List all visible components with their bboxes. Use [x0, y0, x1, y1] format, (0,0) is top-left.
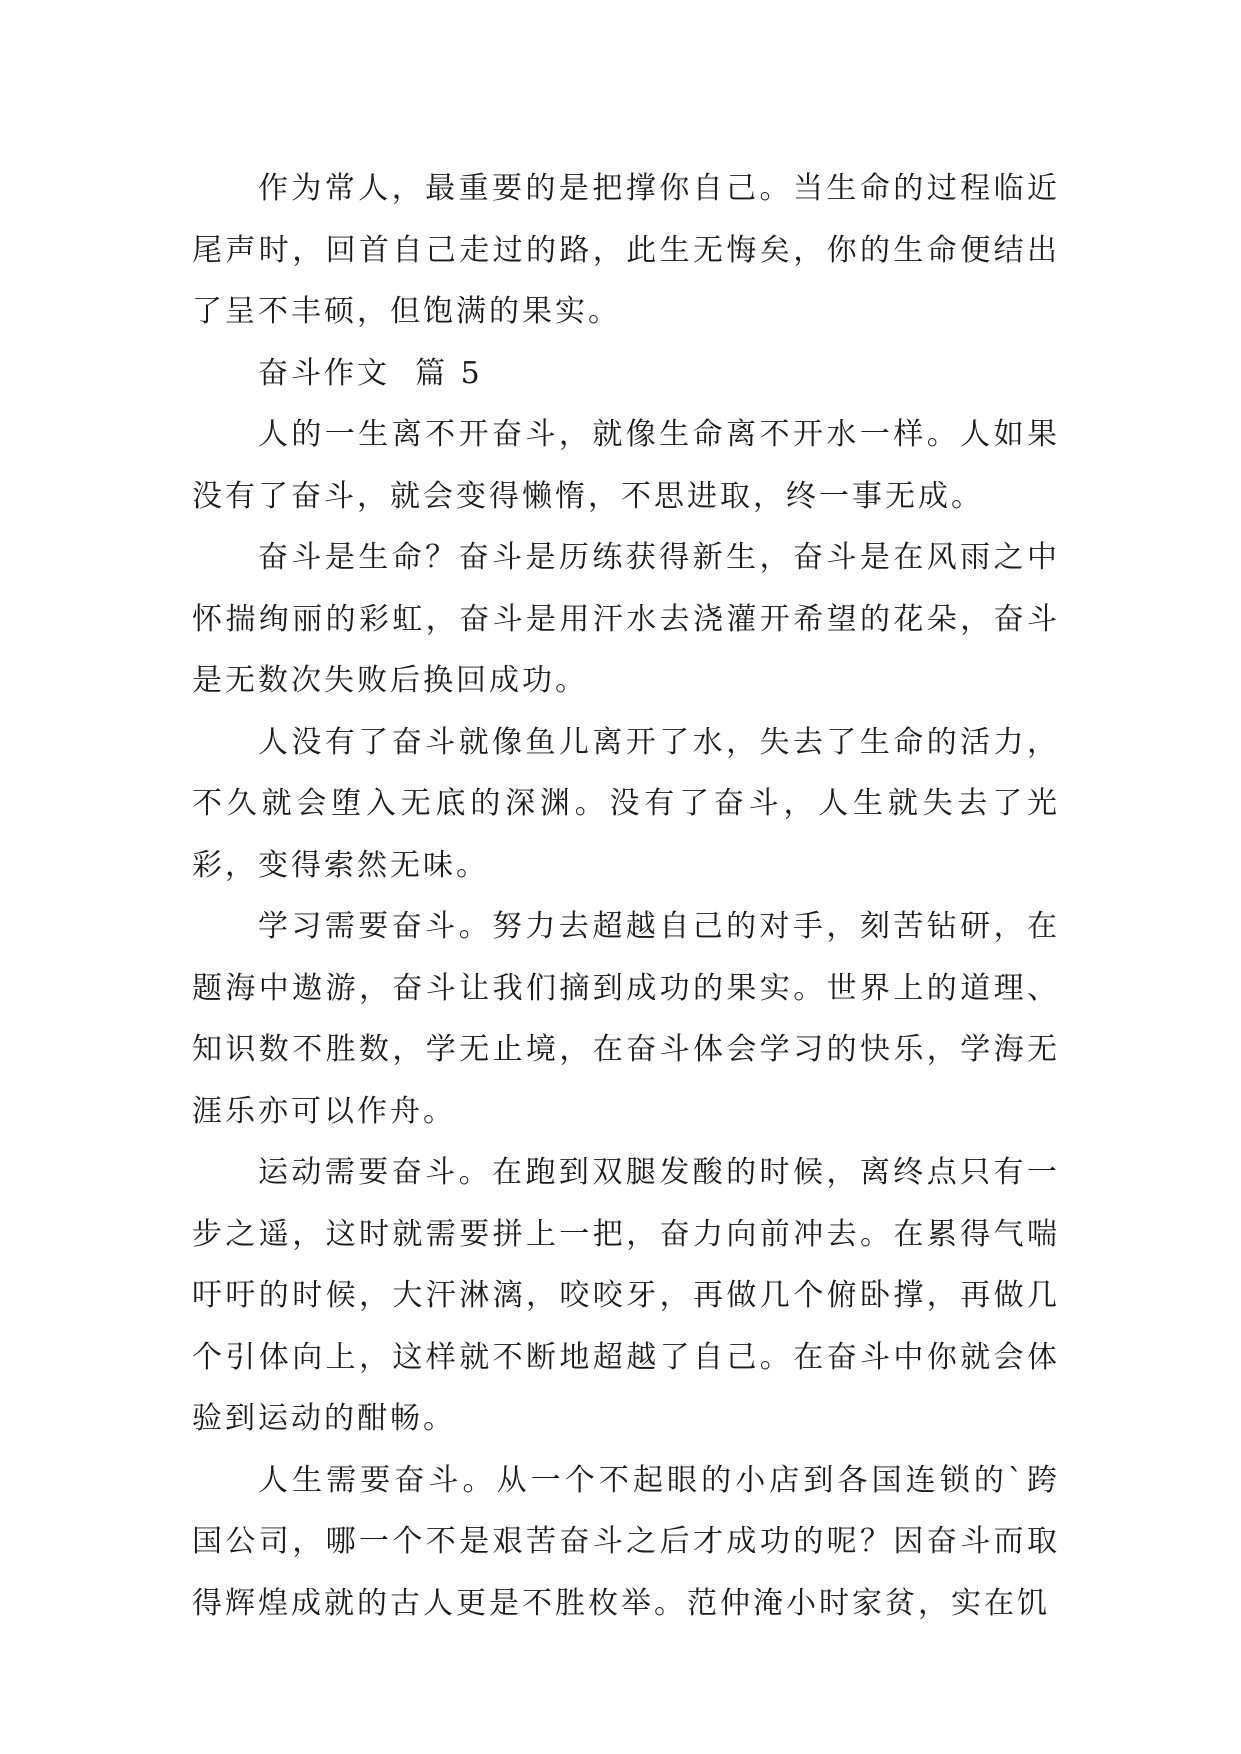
document-body [192, 158, 1060, 1634]
paragraph-4: 人没有了奋斗就像鱼儿离开了水，失去了生命的活力，不久就会堕入无底的深渊。没有了奋斗，人生就失去了光彩，变得索然无味。 [192, 724, 1060, 883]
paragraph-3: 奋斗是生命？奋斗是历练获得新生，奋斗是在风雨之中怀揣绚丽的彩虹，奋斗是用汗水去浇灌开希望的花朵，奋斗是无数次失败后换回成功。 [192, 540, 1060, 698]
paragraph-6: 运动需要奋斗。在跑到双腿发酸的时候，离终点只有一步之遥，这时就需要拼上一把，奋力向前冲去。在累得气喘吁吁的时候，大汗淋漓，咬咬牙，再做几个俯卧撑，再做几个引体向上，这样就不断地超越了自己。在奋斗中你就会体验到运动的酣畅。 [192, 1155, 1060, 1436]
paragraph-2: 人的一生离不开奋斗，就像生命离不开水一样。人如果没有了奋斗，就会变得懒惰，不思进取，终一事无成。 [192, 417, 1060, 514]
section-heading: 奋斗作文 篇 5 [258, 355, 483, 391]
paragraph-7: 人生需要奋斗。从一个不起眼的小店到各国连锁的`跨国公司，哪一个不是艰苦奋斗之后才成功的呢？因奋斗而取得辉煌成就的古人更是不胜枚举。范仲淹小时家贫，实在饥 [192, 1462, 1060, 1621]
paragraph-1: 作为常人，最重要的是把撑你自己。当生命的过程临近尾声时，回首自己走过的路，此生无悔矣，你的生命便结出了呈不丰硕，但饱满的果实。 [192, 171, 1060, 329]
paragraph-5: 学习需要奋斗。努力去超越自己的对手，刻苦钻研，在题海中遨游，奋斗让我们摘到成功的果实。世界上的道理、知识数不胜数，学无止境，在奋斗体会学习的快乐，学海无涯乐亦可以作舟。 [192, 909, 1060, 1129]
